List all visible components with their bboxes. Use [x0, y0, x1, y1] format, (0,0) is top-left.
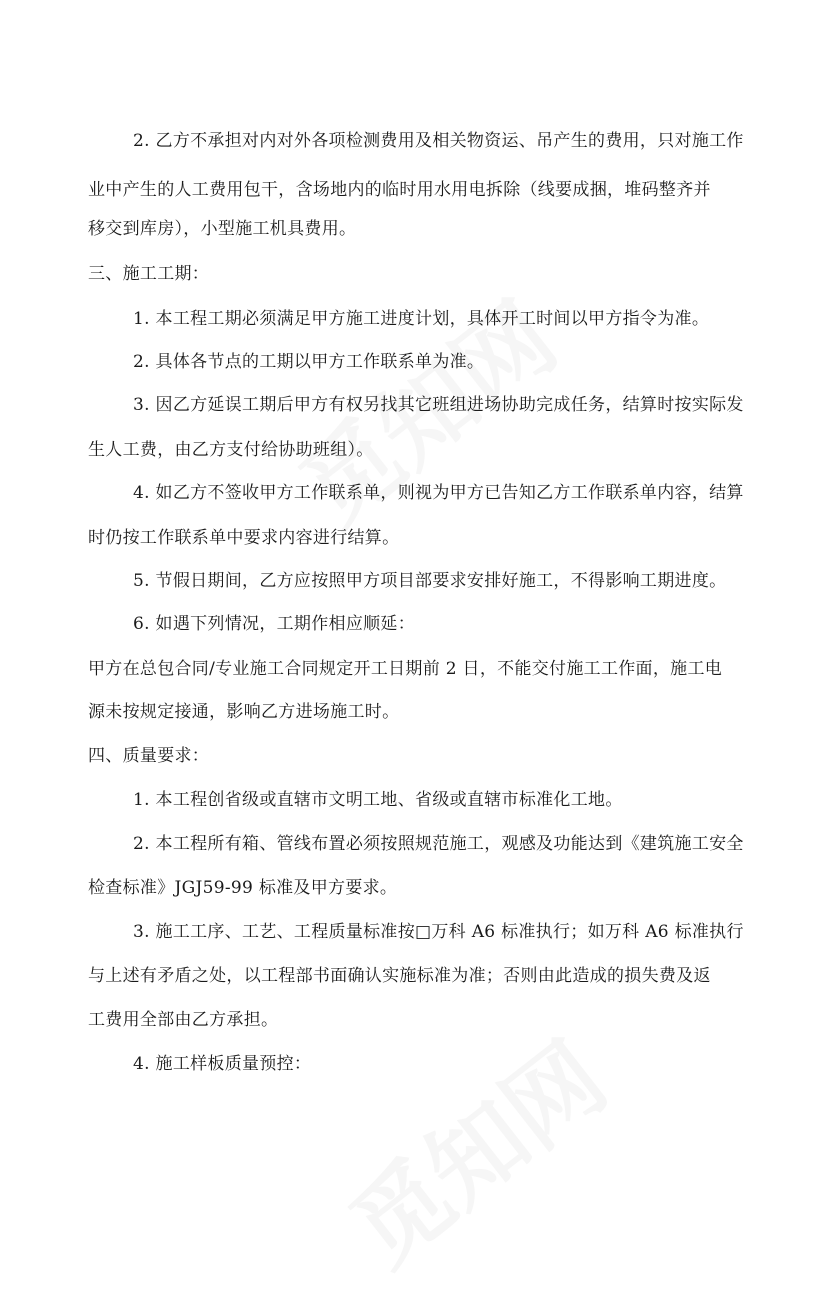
- list-item: 1. 本工程创省级或直辖市文明工地、省级或直辖市标准化工地。: [133, 790, 623, 810]
- list-item: 3. 因乙方延误工期后甲方有权另找其它班组进场协助完成任务，结算时按实际发: [133, 395, 744, 415]
- paragraph-line: 与上述有矛盾之处，以工程部书面确认实施标准为准；否则由此造成的损失费及返: [88, 966, 711, 986]
- watermark: [318, 1006, 629, 1291]
- list-item: 2. 本工程所有箱、管线布置必须按照规范施工，观感及功能达到《建筑施工安全: [133, 834, 744, 854]
- paragraph-line: 时仍按工作联系单中要求内容进行结算。: [88, 528, 400, 548]
- list-item: 5. 节假日期间，乙方应按照甲方项目部要求安排好施工，不得影响工期进度。: [133, 571, 727, 591]
- section-heading: 四、质量要求：: [88, 746, 210, 766]
- paragraph-line: 甲方在总包合同/专业施工合同规定开工日期前 2 日，不能交付施工工作面，施工电: [88, 659, 723, 679]
- paragraph-line: 移交到库房），小型施工机具费用。: [88, 219, 357, 239]
- paragraph-line: 工费用全部由乙方承担。: [88, 1010, 279, 1030]
- list-item: 2. 具体各节点的工期以甲方工作联系单为准。: [133, 352, 485, 372]
- section-heading: 三、施工工期：: [88, 264, 210, 284]
- paragraph-line: 生人工费，由乙方支付给协助班组）。: [88, 440, 374, 460]
- paragraph-line: 源未按规定接通，影响乙方进场施工时。: [88, 702, 400, 722]
- paragraph-line: 2. 乙方不承担对内对外各项检测费用及相关物资运、吊产生的费用，只对施工作: [133, 131, 744, 151]
- list-item: 6. 如遇下列情况，工期作相应顺延：: [133, 614, 416, 634]
- list-item: 3. 施工工序、工艺、工程质量标准按□万科 A6 标准执行；如万科 A6 标准执行: [133, 922, 744, 942]
- list-item: 4. 如乙方不签收甲方工作联系单，则视为甲方已告知乙方工作联系单内容，结算: [133, 483, 744, 503]
- paragraph-line: 检查标准》JGJ59-99 标准及甲方要求。: [88, 878, 398, 898]
- paragraph-line: 业中产生的人工费用包干，含场地内的临时用水用电拆除（线要成捆，堆码整齐并: [88, 180, 711, 200]
- list-item: 1. 本工程工期必须满足甲方施工进度计划，具体开工时间以甲方指令为准。: [133, 309, 710, 329]
- list-item: 4. 施工样板质量预控：: [133, 1054, 312, 1074]
